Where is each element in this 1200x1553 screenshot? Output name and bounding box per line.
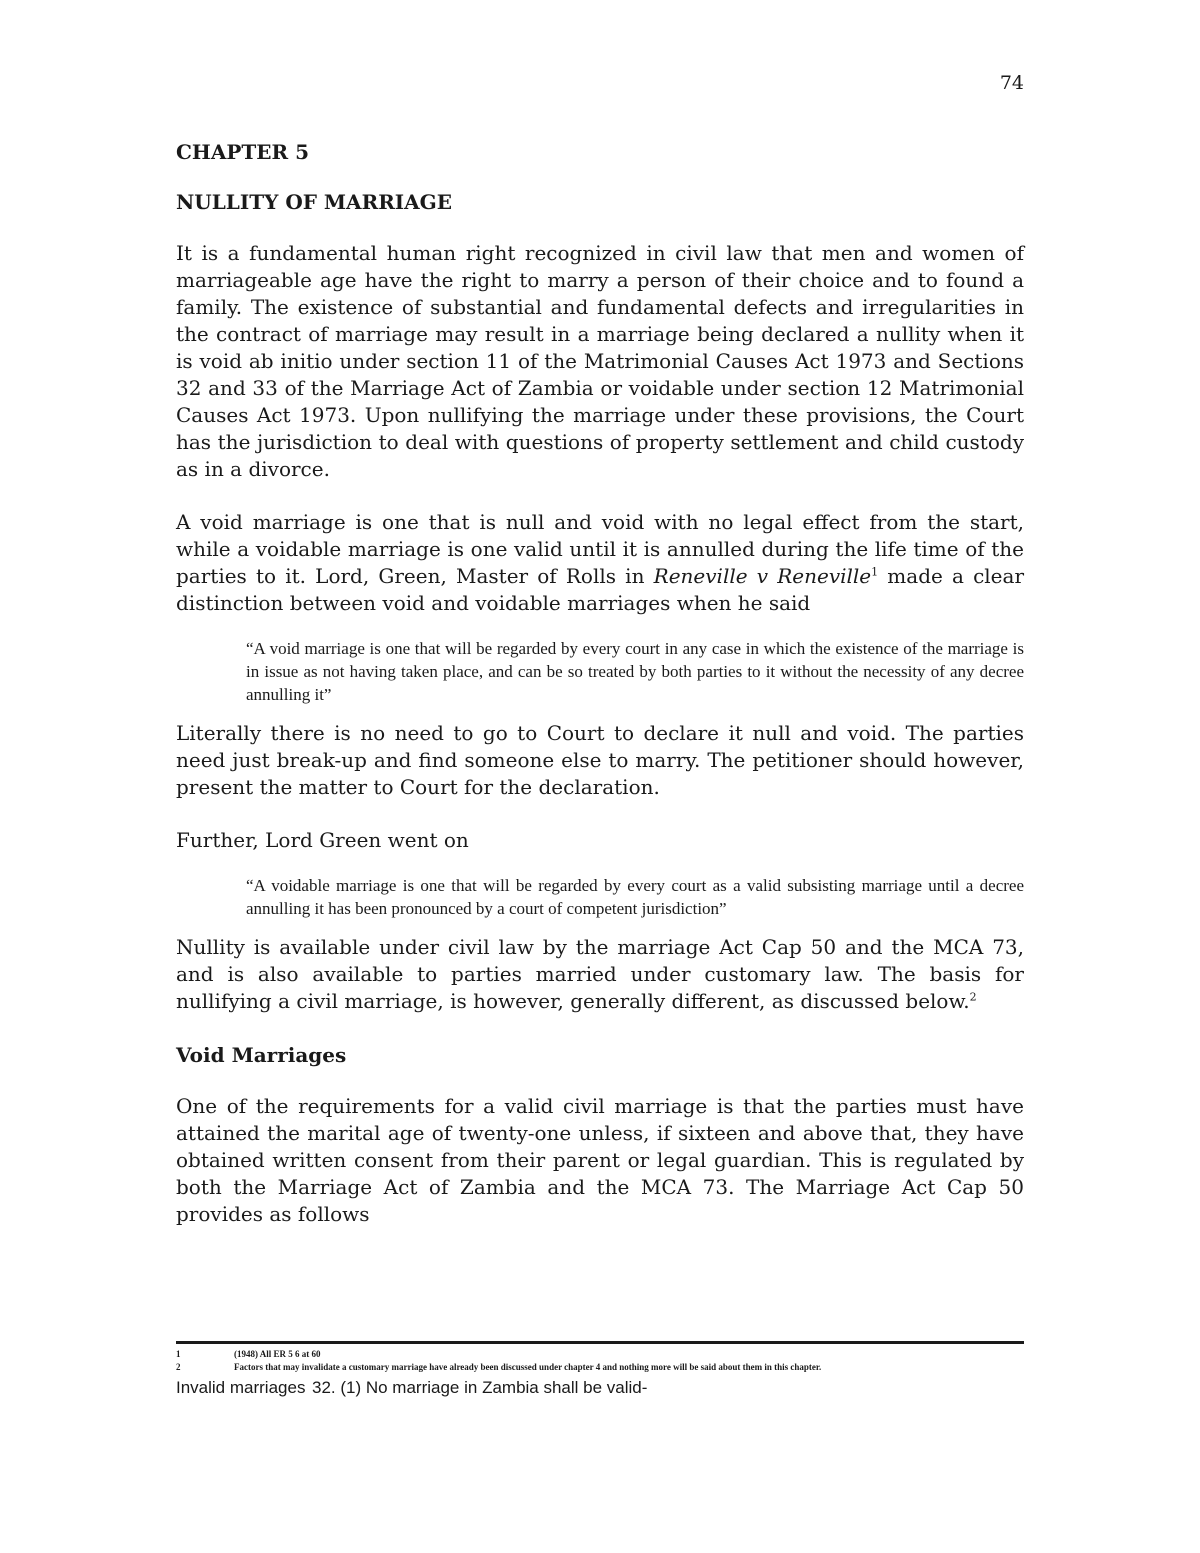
- paragraph-text: A void marriage is one that is null and void with no legal effect from the start, while a voidable marriage is one valid until it is annulled during the life time of the parties to it. Lord, Green, Master of Rolls in: [176, 510, 1024, 588]
- footnote-ref-2: 2: [969, 990, 977, 1004]
- paragraph-intro: It is a fundamental human right recognized in civil law that men and women of marriageable age have the right to marry a person of their choice and to found a family. The existence of substantial and fundamental defects and irregularities in the contract of marriage may result in a marriage being declared a nullity when it is void ab initio under section 11 of the Matrimonial Causes Act 1973 and Sections 32 and 33 of the Marriage Act of Zambia or voidable under section 12 Matrimonial Causes Act 1973. Upon nullifying the marriage under these provisions, the Court has the jurisdiction to deal with questions of property settlement and child custody as in a divorce.: [176, 241, 1024, 481]
- page-number: 74: [999, 72, 1024, 94]
- footnote-number: 1: [176, 1349, 181, 1359]
- document-body: [176, 140, 1024, 1228]
- section-heading-void-marriages: Void Marriages: [176, 1043, 347, 1067]
- footnote-1: [176, 1348, 1024, 1361]
- statute-text: 32. (1) No marriage in Zambia shall be valid-: [312, 1378, 648, 1397]
- paragraph-requirements: One of the requirements for a valid civil marriage is that the parties must have attained the marital age of twenty-one unless, if sixteen and above that, they have obtained written consent from their parent or legal guardian. This is regulated by both the Marriage Act of Zambia and the MCA 73. The Marriage Act Cap 50 provides as follows: [176, 1094, 1024, 1226]
- block-quote-void: “A void marriage is one that will be regarded by every court in any case in which the existence of the marriage is in issue as not having taken place, and can be so treated by both parties to it without the necessity of any decree annulling it”: [246, 639, 1024, 704]
- case-citation: Reneville v Reneville: [653, 564, 872, 588]
- statute-continuation: [176, 1378, 1024, 1398]
- paragraph-further: Further, Lord Green went on: [176, 828, 469, 852]
- chapter-label: CHAPTER 5: [176, 140, 309, 164]
- paragraph-text: made a clear distinction between void and voidable marriages when he said: [176, 564, 1024, 615]
- paragraph-void-voidable: [176, 509, 1024, 617]
- footnote-divider: [176, 1341, 1024, 1344]
- chapter-title: NULLITY OF MARRIAGE: [176, 190, 453, 214]
- paragraph-nullity: [176, 934, 1024, 1015]
- footnotes-area: [176, 1341, 1024, 1398]
- margin-note: Invalid marriages: [176, 1378, 306, 1397]
- paragraph-literally: Literally there is no need to go to Court to declare it null and void. The parties need just break-up and find someone else to marry. The petitioner should however, present the matter to Court for the declaration.: [176, 721, 1024, 799]
- footnote-text: (1948) All ER 5 6 at 60: [234, 1349, 321, 1359]
- footnote-2: [176, 1361, 1024, 1374]
- footnote-ref-1: 1: [871, 565, 879, 579]
- paragraph-text: Nullity is available under civil law by the marriage Act Cap 50 and the MCA 73, and is also available to parties married under customary law. The basis for nullifying a civil marriage, is however, generally different, as discussed below.: [176, 935, 1024, 1013]
- block-quote-voidable: “A voidable marriage is one that will be regarded by every court as a valid subsisting marriage until a decree annulling it has been pronounced by a court of competent jurisdiction”: [246, 876, 1024, 918]
- footnote-text: Factors that may invalidate a customary marriage have already been discussed under chapter 4 and nothing more will be said about them in this chapter.: [234, 1362, 822, 1372]
- footnote-number: 2: [176, 1362, 181, 1372]
